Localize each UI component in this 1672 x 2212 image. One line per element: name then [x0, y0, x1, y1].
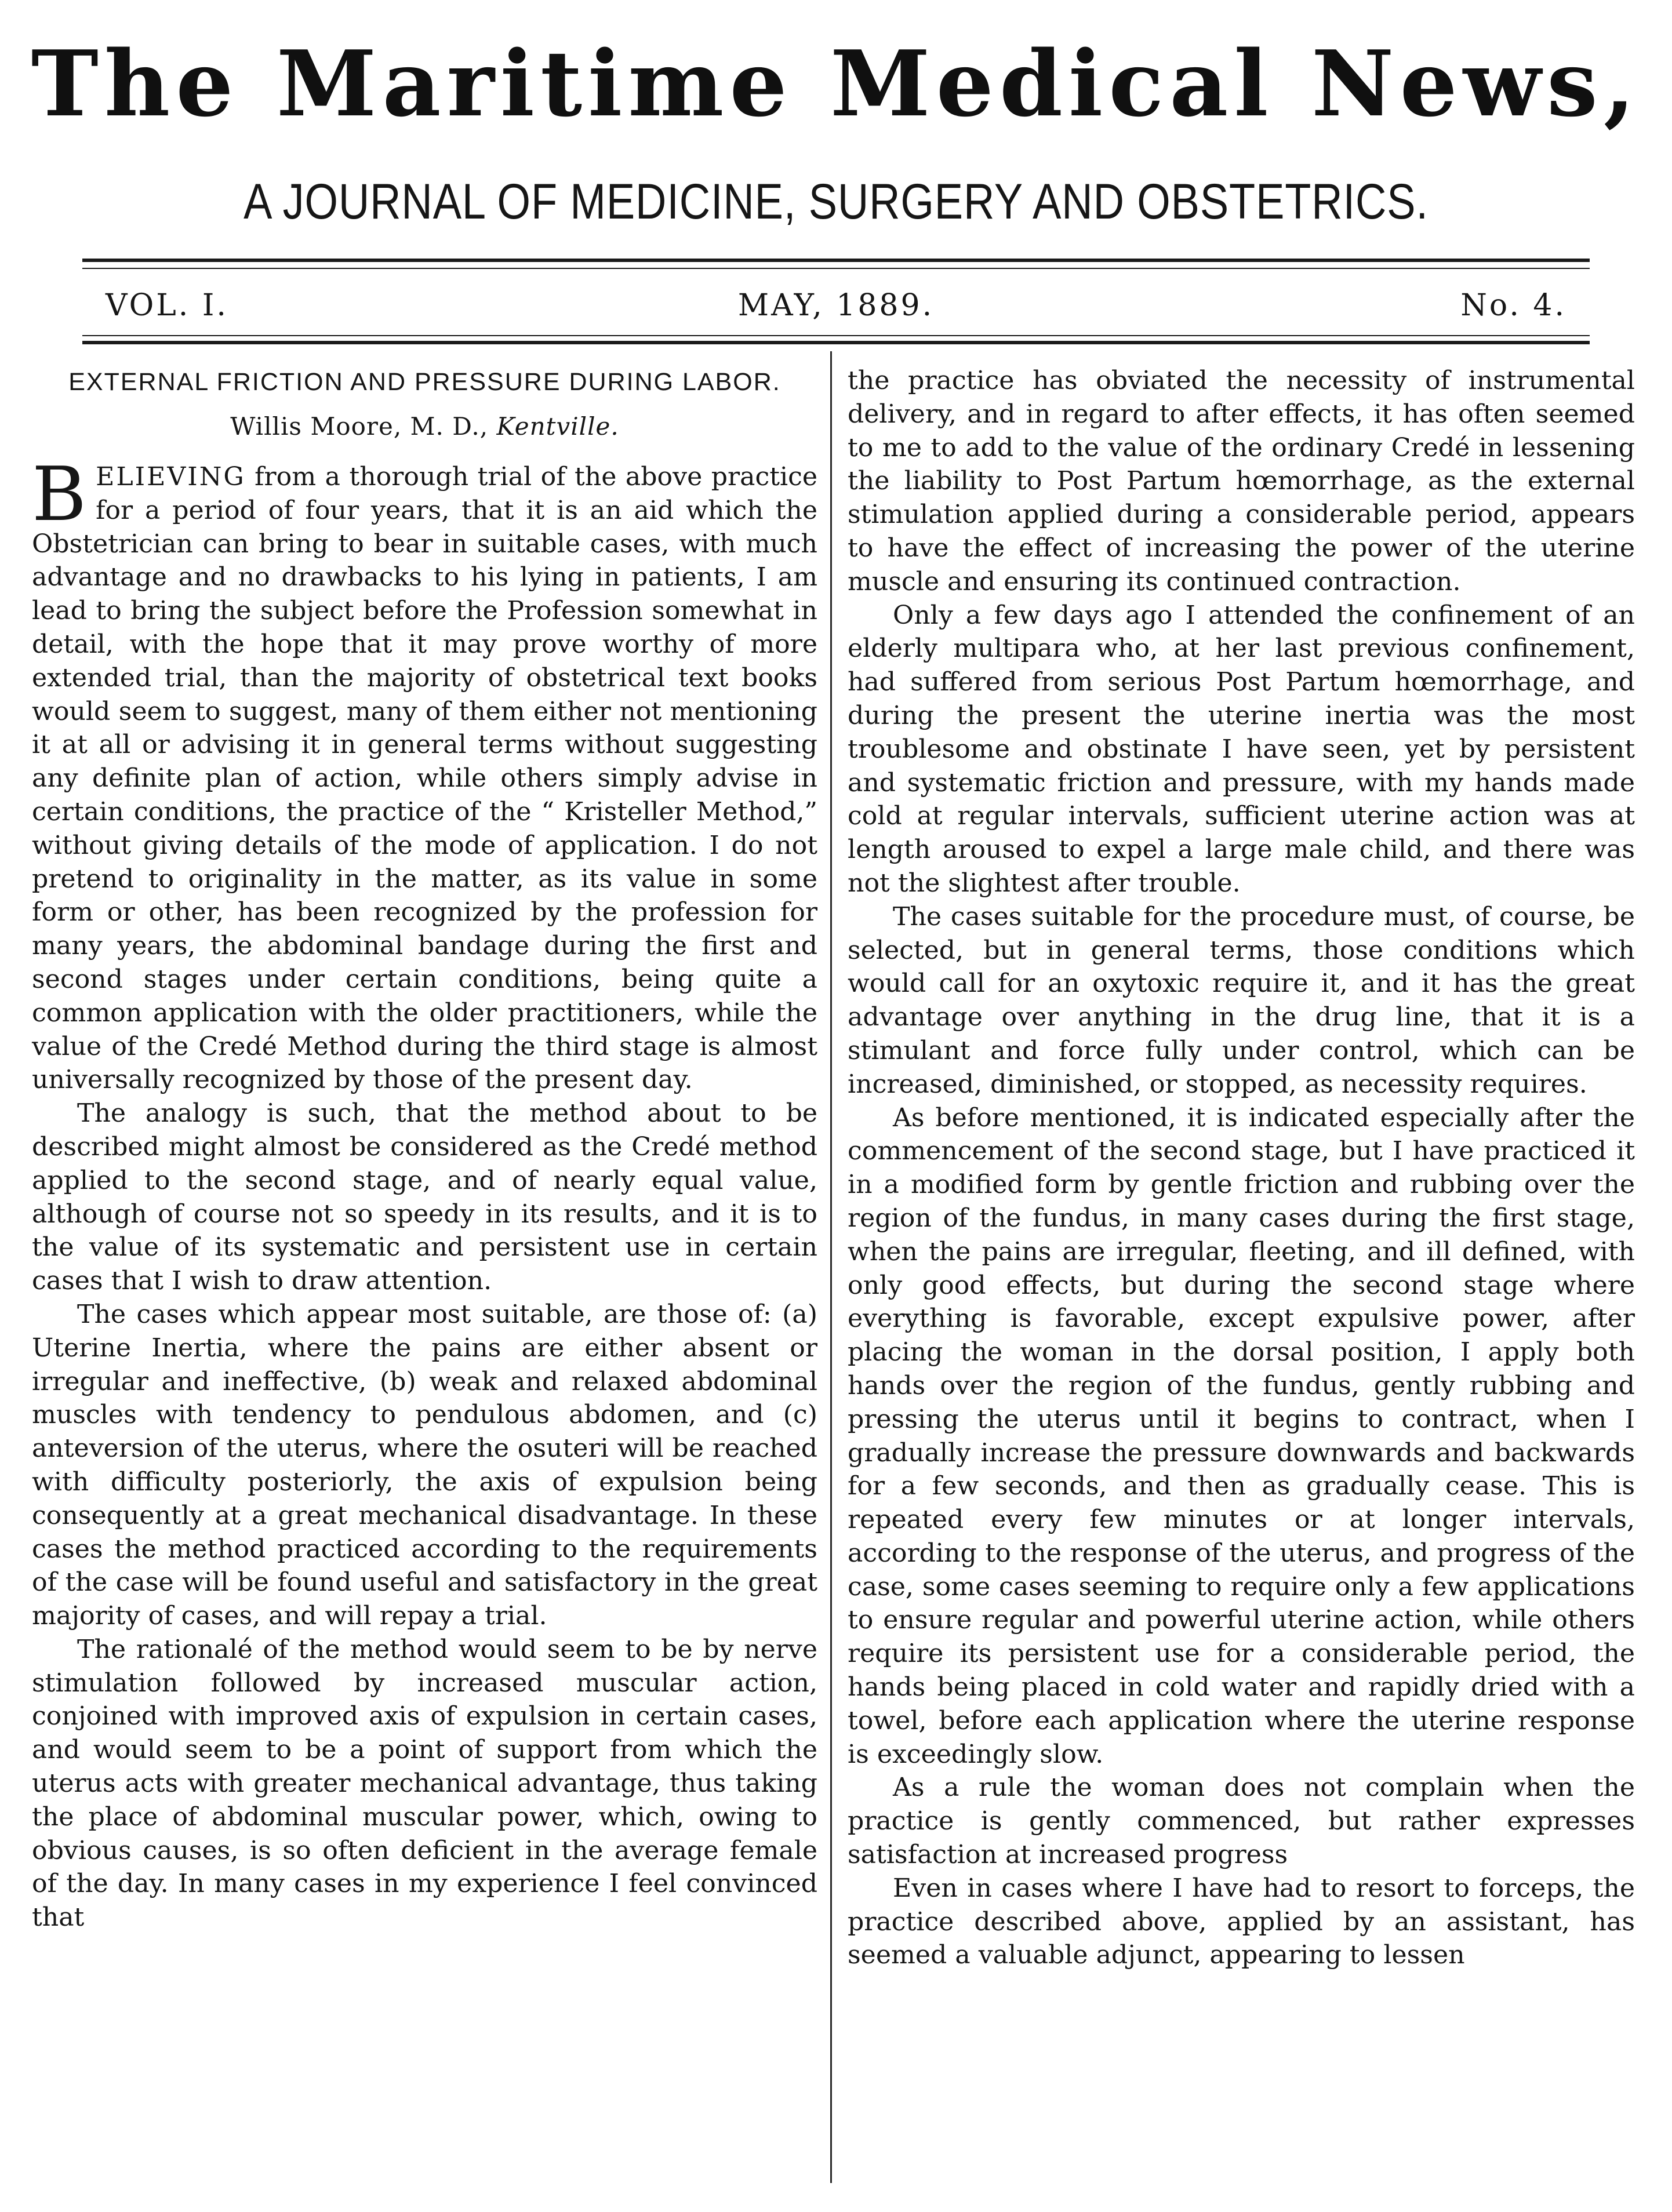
drop-cap: B [32, 452, 87, 538]
author-place: Kentville. [496, 412, 619, 441]
paragraph-1 [32, 452, 817, 1097]
paragraph-9: As a rule the woman does not complain when the practice is gently commenced, but rather expresses satisfaction at increased progress [848, 1773, 1635, 1870]
rule-top-thin [82, 268, 1590, 269]
paragraph-8: As before mentioned, it is indicated especially after the commencement of the second stage, but I have practiced it in a modified form by gentle friction and rubbing over the region of the fundus, in many cases during the first stage, when the pains are irregular, fleeting, and ill defined, with only good effects, but during the second stage where everything is favorable, except expulsive power, after placing the woman in the dorsal position, I apply both hands over the region of the fundus, gently rubbing and pressing the uterus until it begins to contract, when I gradually increase the pressure downwards and backwards for a few seconds, and then as gradually cease. This is repeated every few minutes or at longer intervals, according to the response of the uterus, and progress of the case, some cases seeming to require only a few applications to ensure regular and powerful uterine action, while others require its persistent use for a considerable period, the hands being placed in cold water and rapidly dried with a towel, before each application where the uterine response is exceedingly slow. [848, 1103, 1635, 1769]
issue-volume: VOL. I. [106, 288, 228, 323]
paragraph-6: Only a few days ago I attended the confinement of an elderly multipara who, at her last previous confinement, had suffered from serious Post Partum hœmorrhage, and during the present the uterine inertia was the most troublesome and obstinate I have seen, yet by persistent and systematic friction and pressure, with my hands made cold at regular intervals, sufficient uterine action was at length aroused to expel a large male child, and there was not the slightest after trouble. [848, 600, 1635, 898]
paragraph-2: The analogy is such, that the method about to be described might almost be considered as the Credé method applied to the second stage, and of nearly equal value, although of course not so speedy in its results, and it is to the value of its systematic and persistent use in certain cases that I wish to draw attention. [32, 1098, 817, 1296]
issue-number: No. 4. [1460, 288, 1566, 323]
paragraph-5: the practice has obviated the necessity of instrumental delivery, and in regard to after effects, it has often seemed to me to add to the value of the ordinary Credé in lessening the liability to Post Partum hœmorrhage, as the external stimulation applied during a considerable period, appears to have the effect of increasing the power of the uterine muscle and ensuring its continued contraction. [848, 366, 1635, 596]
paragraph-7: The cases suitable for the procedure must, of course, be selected, but in general terms, those conditions which would call for an oxytoxic require it, and it has the great advantage over anything in the drug line, that it is a stimulant and force fully under control, which can be increased, diminished, or stopped, as necessity requires. [848, 901, 1635, 1099]
column-divider [830, 351, 832, 2183]
rule-bottom-thick [82, 341, 1590, 344]
masthead-subtitle: A JOURNAL OF MEDICINE, SURGERY AND OBSTETRICS. [243, 174, 1429, 230]
volume-label: MAY, 1889. [737, 288, 935, 323]
article-byline [32, 409, 817, 444]
paragraph-3: The cases which appear most suitable, are those of: (a) Uterine Inertia, where the pains are either absent or irregular and ineffective, (b) weak and relaxed abdominal muscles with tendency to pendulous abdomen, and (c) anteversion of the uterus, where the osuteri will be reached with difficulty posteriorly, the axis of expulsion being consequently at a great mechanical disadvantage. In these cases the method practiced according to the requirements of the case will be found useful and satisfactory in the great majority of cases, and will repay a trial. [32, 1299, 817, 1631]
lead-word: ELIEVING [96, 462, 246, 492]
left-column [32, 364, 817, 1934]
paragraph-1-text: from a thorough trial of the above practice for a period of four years, that it is an aid which the Obstetrician can bring to bear in suitable cases, with much advantage and no drawbacks to his lying in patients, I am lead to bring the subject before the Profession somewhat in detail, with the hope that it may prove worthy of more extended trial, than the majority of obstetrical text books would seem to suggest, many of them either not mentioning it at all or advising it in general terms without suggesting any definite plan of action, while others simply advise in certain conditions, the practice of the “ Kristeller Method,” without giving details of the mode of application. I do not pretend to originality in the matter, as its value in some form or other, has been recognized by the profession for many years, the abdominal bandage during the first and second stages under certain conditions, being quite a common application with the older practitioners, while the value of the Credé Method during the third stage is almost universally recognized by those of the present day. [32, 462, 817, 1095]
right-column [848, 364, 1635, 1972]
masthead-title: The Maritime Medical News, [31, 31, 1641, 137]
rule-bottom-thin [82, 335, 1590, 336]
issue-info-bar [82, 285, 1590, 326]
rule-top-thick [82, 259, 1590, 262]
paragraph-4: The rationalé of the method would seem to be by nerve stimulation followed by increased muscular action, conjoined with improved axis of expulsion in certain cases, and would seem to be a point of support from which the uterus acts with greater mechanical advantage, thus taking the place of abdominal muscular power, which, owing to obvious causes, is so often deficient in the average female of the day. In many cases in my experience I feel convinced that [32, 1634, 817, 1933]
author-name: Willis Moore, M. D., [230, 412, 489, 441]
paragraph-10: Even in cases where I have had to resort to forceps, the practice described above, applied by an assistant, has seemed a valuable adjunct, appearing to lessen [848, 1873, 1635, 1970]
article-title: EXTERNAL FRICTION AND PRESSURE DURING LABOR. [68, 368, 781, 396]
